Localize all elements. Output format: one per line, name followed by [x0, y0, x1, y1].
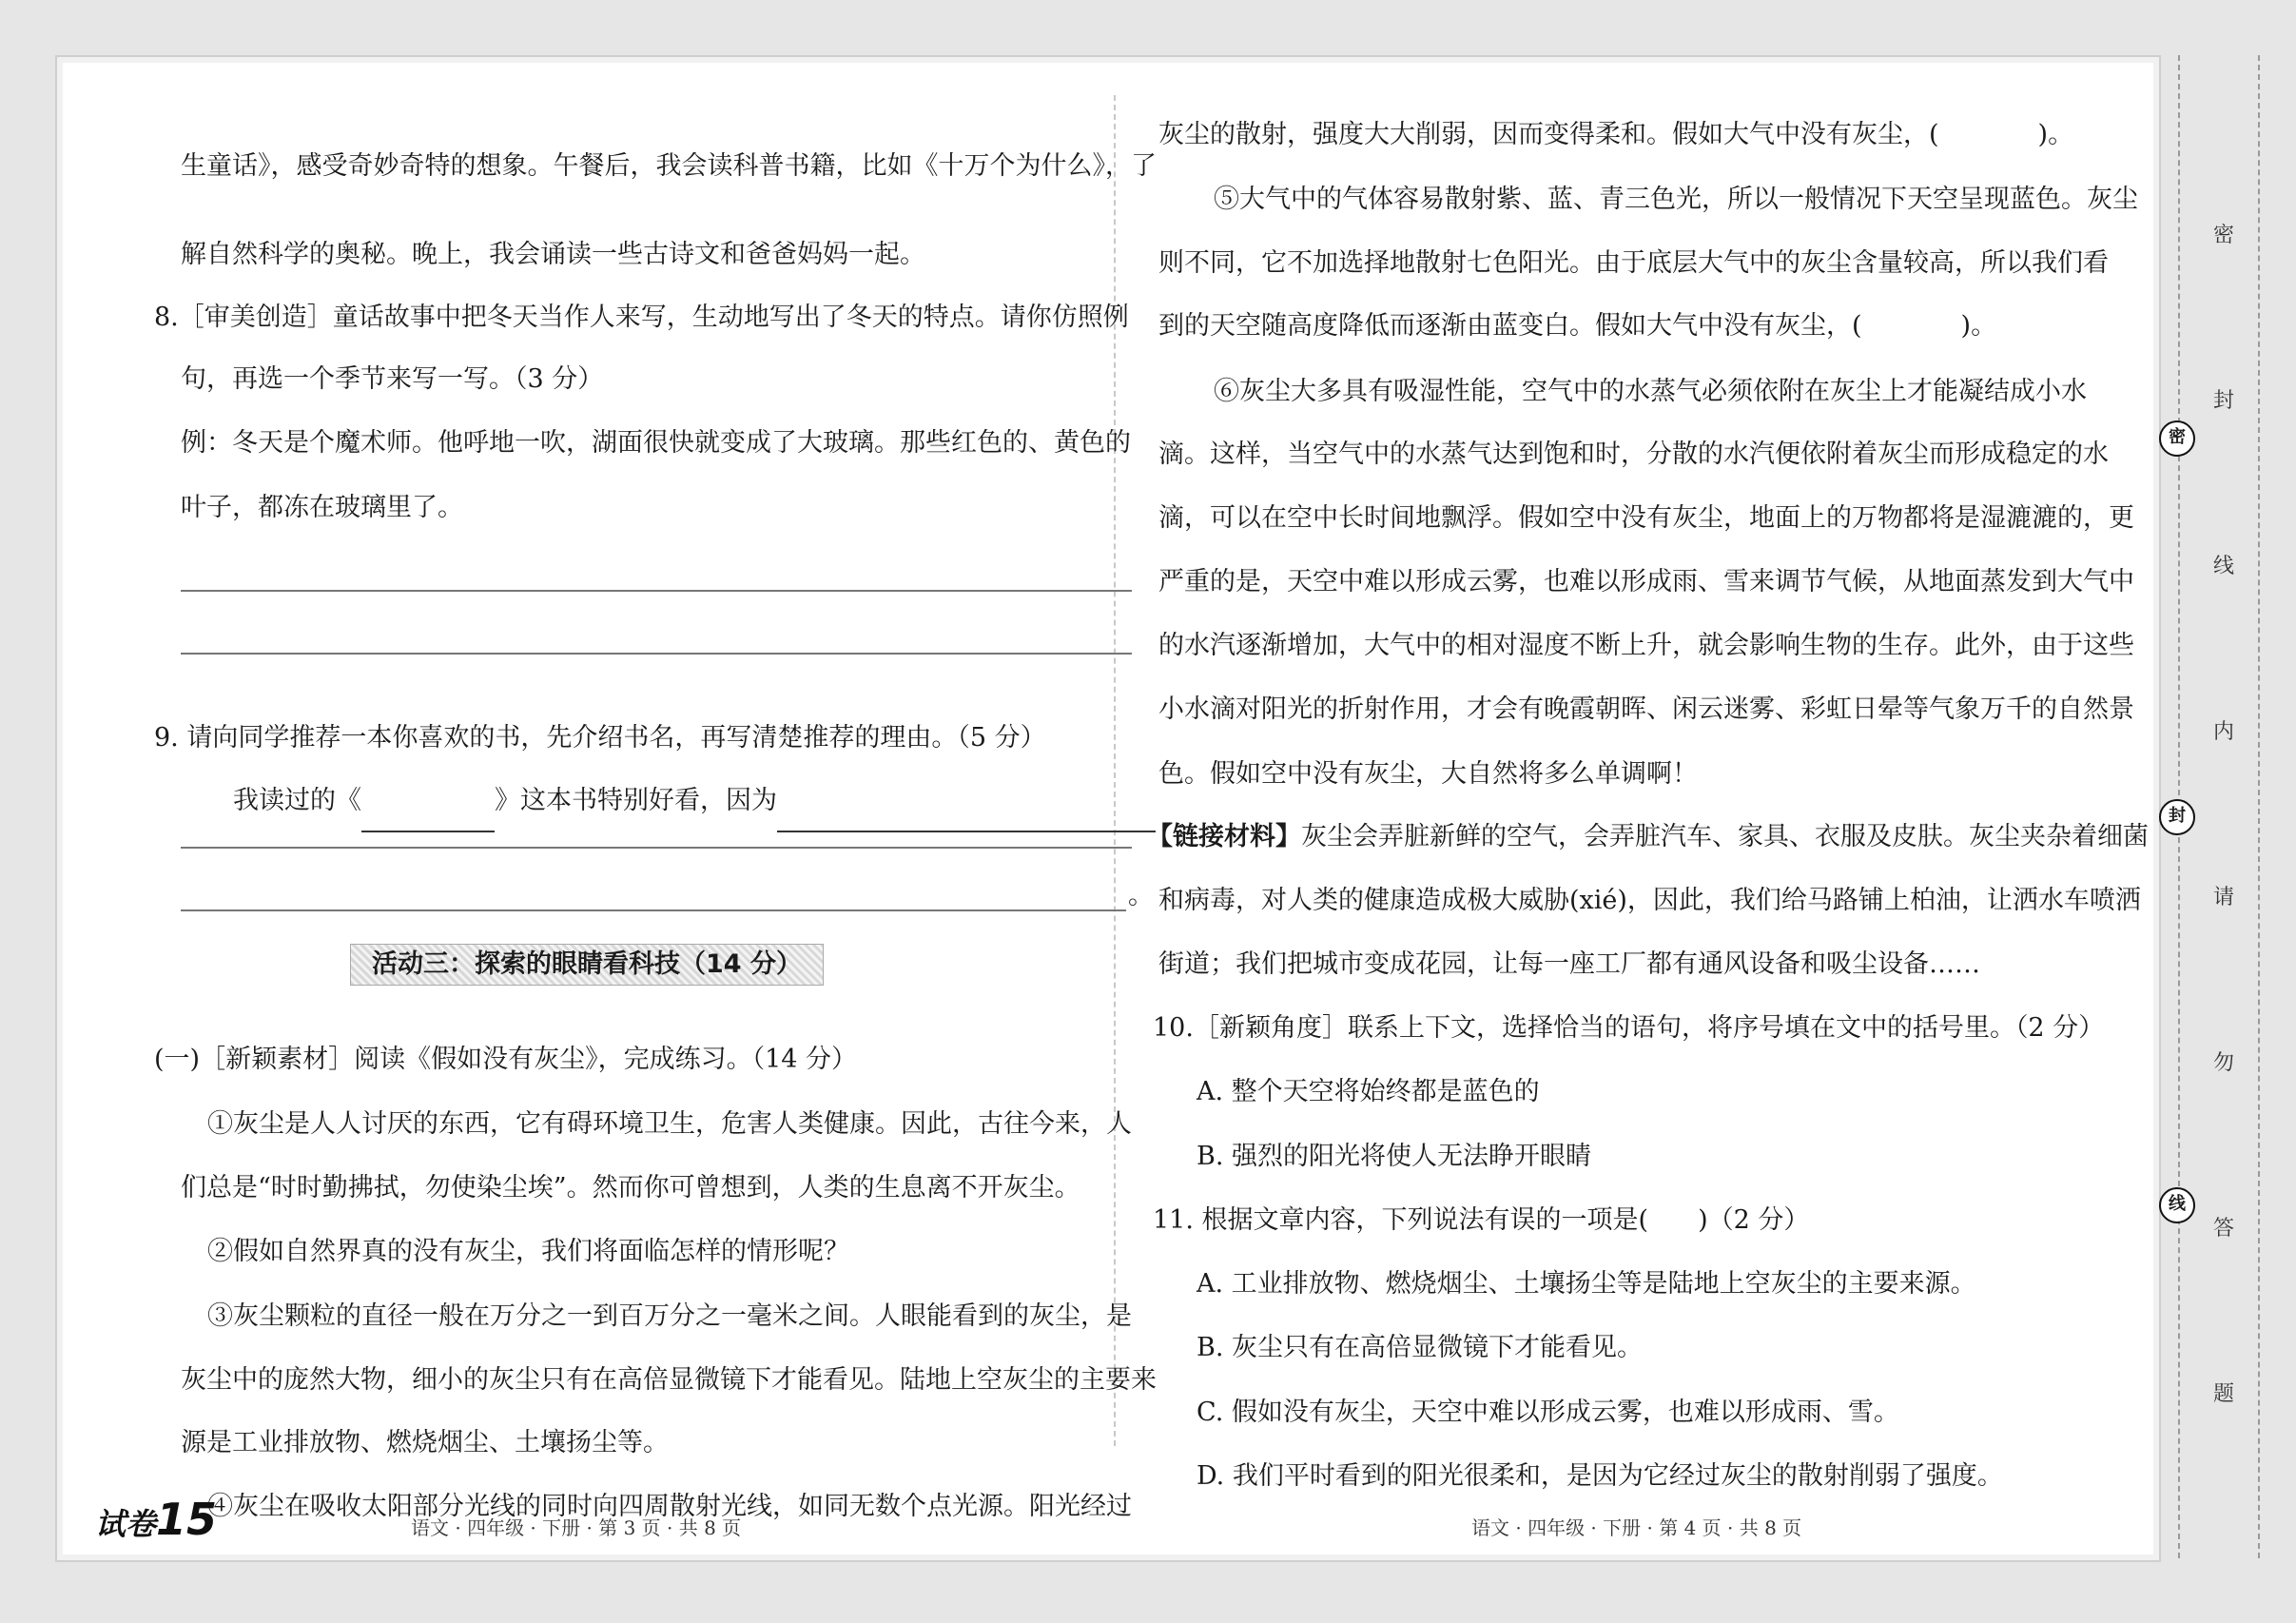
paragraph-3: 源是工业排放物、燃烧烟尘、土壤扬尘等。	[181, 1428, 669, 1457]
paragraph-6: 小水滴对阳光的折射作用，才会有晚霞朝晖、闲云迷雾、彩虹日晕等气象万千的自然景	[1158, 694, 2134, 724]
option-a: A. 整个天空将始终都是蓝色的	[1197, 1077, 1540, 1106]
paragraph-6: 色。假如空中没有灰尘，大自然将多么单调啊！	[1158, 759, 1698, 789]
reading-intro: (一)［新颖素材］阅读《假如没有灰尘》，完成练习。（14 分）	[154, 1045, 858, 1074]
section-title: 活动三：探索的眼睛看科技（14 分）	[350, 944, 824, 986]
text-span: 到的天空随高度降低而逐渐由蓝变白。假如大气中没有灰尘，(	[1158, 311, 1862, 341]
text-line	[233, 769, 1156, 832]
paragraph-6: 滴。这样，当空气中的水蒸气达到饱和时，分散的水汽便依附着灰尘而形成稳定的水	[1158, 440, 2109, 469]
binding-char: 线	[2212, 555, 2234, 578]
link-material: 和病毒，对人类的健康造成极大威胁(xié)，因此，我们给马路铺上柏油，让洒水车喷洒	[1158, 886, 2141, 915]
example-line: 例：冬天是个魔术师。他呼地一吹，湖面很快就变成了大玻璃。那些红色的、黄色的	[181, 428, 1131, 458]
binding-dash-line	[2258, 55, 2260, 1558]
answer-line[interactable]	[181, 909, 1126, 911]
period: 。	[1128, 881, 1154, 910]
text-span: )。	[1960, 311, 1997, 341]
paragraph-1: ①灰尘是人人讨厌的东西，它有碍环境卫生，危害人类健康。因此，古往今来，人	[207, 1109, 1132, 1139]
link-material	[1147, 805, 2149, 869]
paragraph-6: ⑥灰尘大多具有吸湿性能，空气中的水蒸气必须依附在灰尘上才能凝结成小水	[1214, 377, 2087, 406]
example-line: 叶子，都冻在玻璃里了。	[181, 493, 463, 522]
text-span: )（2 分）	[1698, 1205, 1810, 1235]
link-material-text: 灰尘会弄脏新鲜的空气，会弄脏汽车、家具、衣服及皮肤。灰尘夹杂着细菌	[1301, 822, 2149, 851]
page-footer-right: 语文 · 四年级 · 下册 · 第 4 页 · 共 8 页	[1471, 1516, 1802, 1539]
paragraph-2: ②假如自然界真的没有灰尘，我们将面临怎样的情形呢？	[207, 1237, 849, 1266]
answer-line[interactable]	[181, 590, 1132, 592]
question-8: 8.［审美创造］童话故事中把冬天当作人来写，生动地写出了冬天的特点。请你仿照例	[154, 303, 1129, 332]
recommend-suffix: 》这本书特别好看，因为	[495, 786, 777, 815]
question-9: 9. 请向同学推荐一本你喜欢的书，先介绍书名，再写清楚推荐的理由。（5 分）	[154, 723, 1046, 753]
paragraph-1: 们总是“时时勤拂拭，勿使染尘埃”。然而你可曾想到，人类的生息离不开灰尘。	[181, 1173, 1080, 1203]
paragraph-6: 滴，可以在空中长时间地飘浮。假如空中没有灰尘，地面上的万物都将是湿漉漉的，更	[1158, 503, 2134, 533]
link-material: 街道；我们把城市变成花园，让每一座工厂都有通风设备和吸尘设备……	[1158, 949, 1980, 979]
paragraph-3: 灰尘中的庞然大物，细小的灰尘只有在高倍显微镜下才能看见。陆地上空灰尘的主要来	[181, 1365, 1157, 1395]
binding-char: 密	[2212, 224, 2234, 247]
binding-char: 内	[2212, 720, 2234, 744]
binding-char: 勿	[2212, 1051, 2234, 1075]
paragraph-5: ⑤大气中的气体容易散射紫、蓝、青三色光，所以一般情况下天空呈现蓝色。灰尘	[1214, 185, 2138, 214]
option-c: C. 假如没有灰尘，天空中难以形成云雾，也难以形成雨、雪。	[1197, 1398, 1899, 1427]
seal-xian: 线	[2159, 1187, 2195, 1223]
text-span: 11. 根据文章内容，下列说法有误的一项是(	[1153, 1205, 1649, 1235]
binding-margin	[2169, 55, 2262, 1558]
question-10: 10.［新颖角度］联系上下文，选择恰当的语句，将序号填在文中的括号里。（2 分）	[1153, 1013, 2105, 1043]
book-title-blank[interactable]	[361, 798, 495, 832]
option-d: D. 我们平时看到的阳光很柔和，是因为它经过灰尘的散射削弱了强度。	[1197, 1461, 2003, 1491]
binding-char: 题	[2212, 1382, 2234, 1406]
text-line	[1158, 103, 2073, 166]
binding-char: 封	[2212, 389, 2234, 413]
exam-sheet	[55, 55, 2161, 1562]
question-11	[1153, 1188, 1809, 1252]
option-a: A. 工业排放物、燃烧烟尘、土壤扬尘等是陆地上空灰尘的主要来源。	[1197, 1269, 1976, 1299]
paragraph-6: 的水汽逐渐增加，大气中的相对湿度不断上升，就会影响生物的生存。此外，由于这些	[1158, 631, 2134, 660]
text-line	[1158, 294, 1996, 358]
option-b: B. 强烈的阳光将使人无法睁开眼睛	[1197, 1142, 1592, 1171]
reason-blank[interactable]	[777, 798, 1156, 832]
paragraph-4: ④灰尘在吸收太阳部分光线的同时向四周散射光线，如同无数个点光源。阳光经过	[207, 1492, 1132, 1521]
option-b: B. 灰尘只有在高倍显微镜下才能看见。	[1197, 1333, 1644, 1362]
paragraph-3: ③灰尘颗粒的直径一般在万分之一到百万分之一毫米之间。人眼能看到的灰尘，是	[207, 1301, 1132, 1331]
answer-line[interactable]	[181, 847, 1132, 849]
link-material-label: 【链接材料】	[1147, 822, 1301, 851]
text-line: 解自然科学的奥秘。晚上，我会诵读一些古诗文和爸爸妈妈一起。	[181, 240, 925, 269]
paragraph-5: 则不同，它不加选择地散射七色阳光。由于底层大气中的灰尘含量较高，所以我们看	[1158, 248, 2109, 278]
text-span: )。	[2037, 120, 2074, 149]
text-line: 生童话》，感受奇妙奇特的想象。午餐后，我会读科普书籍，比如《十万个为什么》，了	[181, 151, 1157, 181]
answer-line[interactable]	[181, 653, 1132, 655]
logo-text: 试卷	[95, 1506, 157, 1542]
text-span: 灰尘的散射，强度大大削弱，因而变得柔和。假如大气中没有灰尘，(	[1158, 120, 1939, 149]
binding-char: 答	[2212, 1217, 2234, 1241]
paragraph-6: 严重的是，天空中难以形成云雾，也难以形成雨、雪来调节气候，从地面蒸发到大气中	[1158, 567, 2134, 596]
seal-mi: 密	[2159, 420, 2195, 457]
text-line: 句，再选一个季节来写一写。（3 分）	[181, 364, 604, 394]
page-footer-left: 语文 · 四年级 · 下册 · 第 3 页 · 共 8 页	[411, 1516, 742, 1539]
exam-logo	[95, 1494, 217, 1545]
logo-number: 15	[156, 1494, 218, 1545]
binding-char: 请	[2212, 886, 2234, 909]
seal-feng: 封	[2159, 799, 2195, 835]
recommend-prefix: 我读过的《	[233, 786, 361, 815]
